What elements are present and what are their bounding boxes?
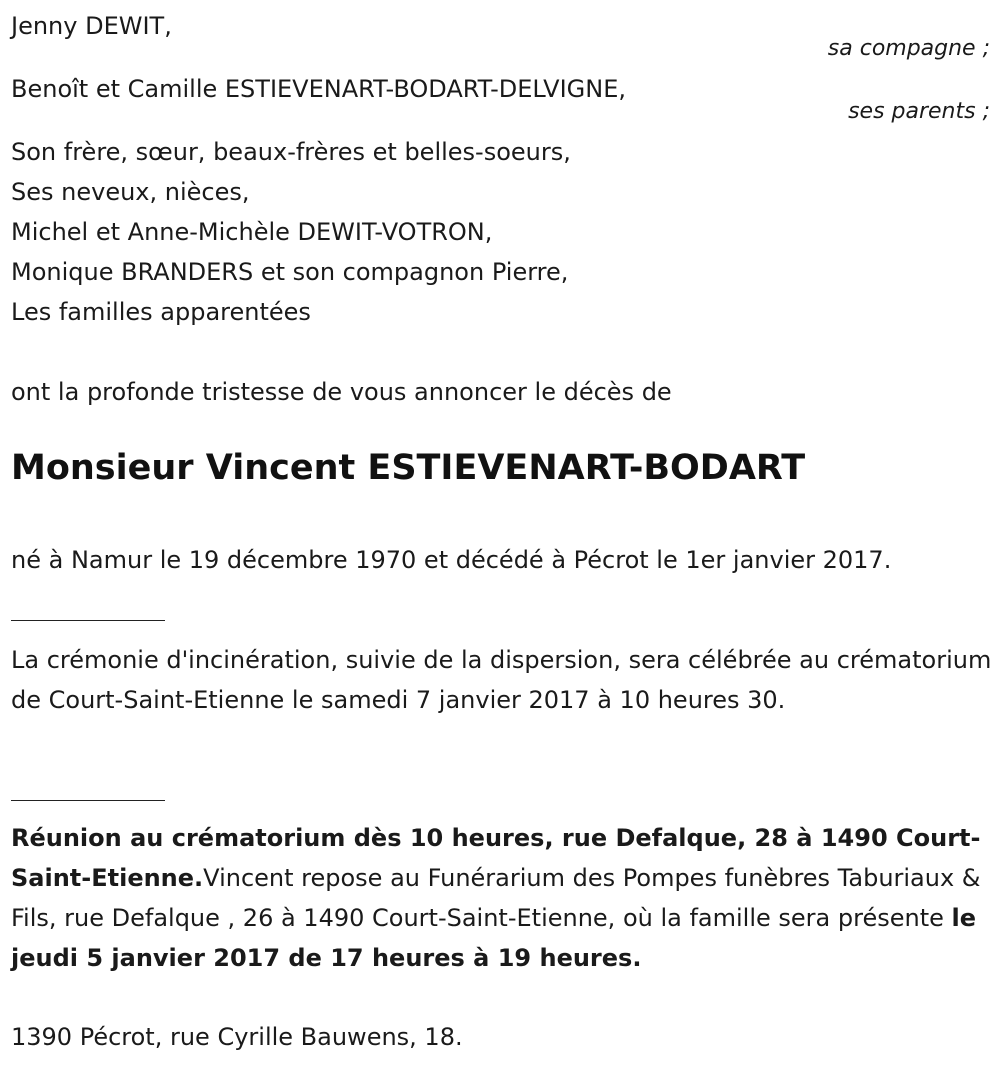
family-line: Les familles apparentées [11,298,311,326]
visitation-time: le jeudi 5 janvier 2017 de 17 heures à 19 heures. [11,904,977,972]
parents-role: ses parents ; [848,99,990,124]
announcement-text: ont la profonde tristesse de vous annoncer le décès de [11,378,672,406]
address-text: 1390 Pécrot, rue Cyrille Bauwens, 18. [11,1023,463,1051]
family-line: Son frère, sœur, beaux-frères et belles-soeurs, [11,138,571,166]
meeting-intro: Réunion au crématorium dès 10 heures, rue Defalque, 28 à 1490 Court-Saint-Etienne. [11,824,981,892]
companion-role: sa compagne ; [827,36,990,61]
family-line: Michel et Anne-Michèle DEWIT-VOTRON, [11,218,493,246]
family-line: Monique BRANDERS et son compagnon Pierre, [11,258,569,286]
companion-name: Jenny DEWIT, [11,12,172,40]
family-line: Ses neveux, nièces, [11,178,250,206]
meeting-text: Vincent repose au Funérarium des Pompes funèbres Taburiaux & Fils, rue Defalque , 26 à 1490 Court-Saint-Etienne, où la famille sera présente [11,864,981,932]
birth-death-text: né à Namur le 19 décembre 1970 et décédé à Pécrot le 1er janvier 2017. [11,546,892,574]
deceased-name: Monsieur Vincent ESTIEVENART-BODART [11,448,806,488]
separator-line [11,800,165,801]
separator-line [11,620,165,621]
ceremony-text: La crémonie d'incinération, suivie de la dispersion, sera célébrée au crématorium de Court-Saint-Etienne le samedi 7 janvier 2017 à 10 heures 30. [11,646,992,714]
parents-name: Benoît et Camille ESTIEVENART-BODART-DELVIGNE, [11,75,626,103]
meeting-paragraph [11,818,996,978]
